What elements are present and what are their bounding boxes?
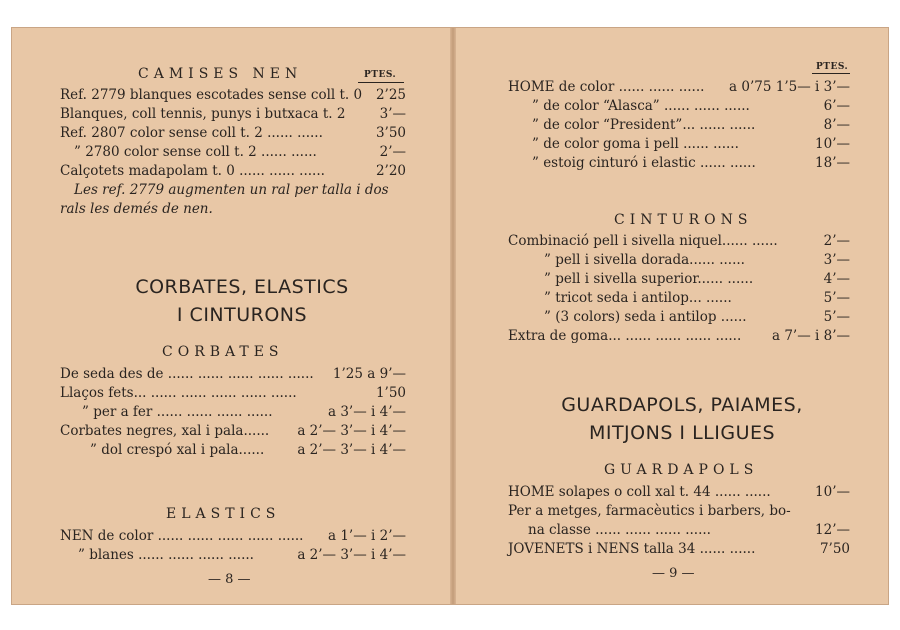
right-page: [456, 28, 888, 604]
booklet: [12, 28, 888, 604]
price-row: HOME de color ...... ...... ...... a 0’75 1’5— i 3’—: [508, 79, 850, 95]
size-note: rals les demés de nen.: [60, 201, 213, 217]
price-row: ” de color “Alasca” ...... ...... ...... 6’—: [532, 98, 850, 114]
price-row: ” de color “President”... ...... ...... 8’—: [532, 117, 850, 133]
price-row: ” 2780 color sense coll t. 2 ...... ...... 2’—: [74, 144, 406, 160]
price-row: Per a metges, farmacèutics i barbers, bo-: [508, 503, 791, 519]
price-row: Ref. 2807 color sense coll t. 2 ...... ...... 3’50: [60, 125, 406, 141]
price-row: na classe ...... ...... ...... ...... 12’—: [528, 522, 850, 538]
price-row: NEN de color ...... ...... ...... ...... ...... a 1’— i 2’—: [60, 528, 406, 544]
price-row: HOME solapes o coll xal t. 44 ...... ...... 10’—: [508, 484, 850, 500]
ptes-underline: [358, 82, 404, 83]
price-row: ” pell i sivella superior...... ...... 4’—: [544, 271, 850, 287]
ptes-label: PTES.: [816, 62, 849, 72]
price-row: Blanques, coll tennis, punys i butxaca t. 2 3’—: [60, 106, 406, 122]
price-row: ” estoig cinturó i elastic ...... ...... 18’—: [532, 155, 850, 171]
left-page: [12, 28, 450, 604]
page-number: — 9 —: [652, 566, 695, 581]
price-row: ” de color goma i pell ...... ...... 10’—: [532, 136, 850, 152]
price-row: JOVENETS i NENS talla 34 ...... ...... 7’50: [508, 541, 850, 557]
size-note: Les ref. 2779 augmenten un ral per talla i dos: [74, 182, 389, 198]
price-row: ” blanes ...... ...... ...... ...... a 2’— 3’— i 4’—: [78, 547, 406, 563]
camises-heading: CAMISES NEN: [138, 66, 303, 82]
section-title: CORBATES, ELASTICS: [135, 276, 349, 298]
guardapols-heading: GUARDAPOLS: [604, 462, 759, 478]
price-row: ” dol crespó xal i pala...... a 2’— 3’— i 4’—: [90, 442, 406, 458]
price-row: Calçotets madapolam t. 0 ...... ...... ...... 2’20: [60, 163, 406, 179]
section-title: I CINTURONS: [176, 304, 308, 326]
price-row: Corbates negres, xal i pala...... a 2’— 3’— i 4’—: [60, 423, 406, 439]
cinturons-heading: CINTURONS: [614, 212, 753, 228]
elastics-heading: ELASTICS: [166, 506, 281, 522]
corbates-heading: CORBATES: [162, 344, 284, 360]
price-row: ” pell i sivella dorada...... ...... 3’—: [544, 252, 850, 268]
price-row: De seda des de ...... ...... ...... ...... ...... 1’25 a 9’—: [60, 366, 406, 382]
ptes-underline: [812, 73, 850, 74]
price-row: ” (3 colors) seda i antilop ...... 5’—: [544, 309, 850, 325]
page-number: — 8 —: [208, 572, 251, 587]
price-row: Ref. 2779 blanques escotades sense coll t. 0 2’25: [60, 87, 406, 103]
section-title: MITJONS I LLIGUES: [588, 422, 776, 444]
ptes-label: PTES.: [364, 70, 397, 80]
price-row: ” per a fer ...... ...... ...... ...... a 3’— i 4’—: [82, 404, 406, 420]
price-row: Combinació pell i sivella niquel...... ...... 2’—: [508, 233, 850, 249]
price-row: ” tricot seda i antilop... ...... 5’—: [544, 290, 850, 306]
price-row: Llaços fets... ...... ...... ...... ...... ...... 1’50: [60, 385, 406, 401]
price-row: Extra de goma... ...... ...... ...... ...... a 7’— i 8’—: [508, 328, 850, 344]
section-title: GUARDAPOLS, PAIAMES,: [561, 394, 803, 416]
